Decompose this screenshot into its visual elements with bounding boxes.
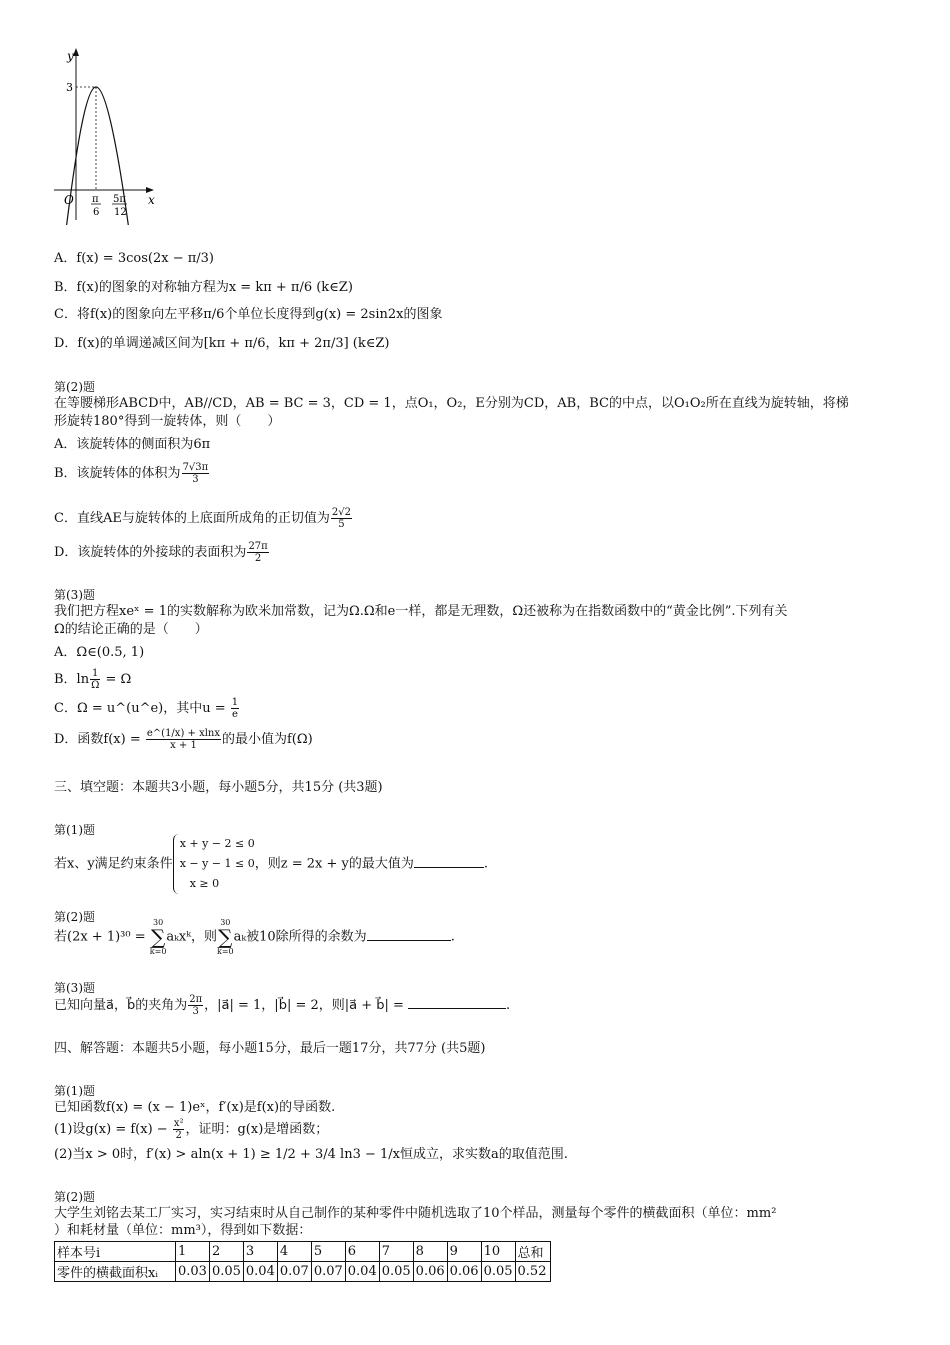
y-axis-arrow (73, 48, 79, 56)
x-tick1-num: π (92, 194, 99, 205)
table-cell: 0.07 (311, 1262, 345, 1282)
f2-answer-blank[interactable] (367, 928, 451, 941)
s1-header: 第(1)题 (54, 1084, 95, 1098)
q2-header: 第(2)题 (54, 380, 95, 394)
q2-option-d-fraction: $\frac{27\pi}{2}$ (248, 541, 268, 564)
x-tick1-den: 6 (93, 207, 100, 218)
table-cell: 0.52 (515, 1262, 550, 1282)
q3-stem-line1: 我们把方程xeˣ = 1的实数解称为欧米加常数，记为Ω.Ω和e一样，都是无理数，Ω还被称为在指数函数中的“黄金比例”.下列有关 (54, 604, 788, 619)
origin-label: O (64, 193, 74, 207)
table-cell: 0.05 (481, 1262, 515, 1282)
f3-answer-blank[interactable] (408, 996, 506, 1009)
f2-sum2: 30 ∑ k=0 (217, 918, 234, 956)
f3-header: 第(3)题 (54, 981, 95, 995)
s2-header: 第(2)题 (54, 1190, 95, 1204)
f2-header: 第(2)题 (54, 910, 95, 924)
q2-option-d-text: D．该旋转体的外接球的表面积为 (54, 545, 247, 560)
section3-heading: 三、填空题：本题共3小题，每小题5分，共15分 (共3题) (54, 780, 383, 795)
q3-option-b: B．ln $\frac{1}{\Omega}$ = Ω (54, 668, 132, 691)
f1-stem: 若x、y满足约束条件 x + y − 2 ≤ 0 x − y − 1 ≤ 0 x ≥ 0 ，则z = 2x + y的最大值为 . (54, 834, 488, 894)
table-cell: 3 (243, 1242, 277, 1262)
f1-answer-blank[interactable] (414, 855, 484, 868)
table-cell: 0.05 (209, 1262, 243, 1282)
s2-stem-line2: ）和耗材量（单位：mm³），得到如下数据： (54, 1223, 312, 1238)
q3-option-c: C．Ω = u^(u^e)，其中u = $\frac{1}{e}$ (54, 697, 239, 720)
q3-option-a: A．Ω∈(0.5, 1) (54, 645, 145, 660)
q2-option-c-text: C．直线AE与旋转体的上底面所成角的正切值为 (54, 511, 330, 526)
s1-part1: (1)设g(x) = f(x) − $\frac{\text{x²}}{2}$ ，证明：g(x)是增函数； (54, 1118, 329, 1141)
table-cell: 0.06 (447, 1262, 481, 1282)
table-cell: 7 (379, 1242, 413, 1262)
table-cell: 10 (481, 1242, 515, 1262)
s1-part1-fraction: $\frac{\text{x²}}{2}$ (173, 1118, 184, 1141)
q2-option-d (54, 541, 270, 564)
table-cell: 零件的横截面积xᵢ (55, 1262, 176, 1282)
q3-option-b-fraction: $\frac{1}{\Omega}$ (91, 668, 100, 691)
f1-header: 第(1)题 (54, 823, 95, 837)
s2-stem-line1: 大学生刘铭去某工厂实习，实习结束时从自己制作的某种零件中随机选取了10个样品，测量每个零件的横截面积（单位：mm² (54, 1206, 777, 1221)
f3-stem: 已知向量a⃗，b⃗的夹角为 $\frac{2\pi}{3}$ ，|a⃗| = 1，|b⃗| = 2，则|a⃗ + b⃗| = . (54, 994, 511, 1017)
table-cell: 0.04 (345, 1262, 379, 1282)
table-cell: 0.06 (413, 1262, 447, 1282)
s2-data-table (54, 1241, 551, 1282)
x-tick2-num: 5π (113, 194, 126, 205)
table-cell: 1 (176, 1242, 210, 1262)
q1-option-b: B．f(x)的图象的对称轴方程为x = kπ + π/6 (k∈Z) (54, 280, 353, 295)
table-cell: 8 (413, 1242, 447, 1262)
q3-header: 第(3)题 (54, 588, 95, 602)
table-cell: 0.04 (243, 1262, 277, 1282)
q2-option-b-fraction: $\frac{7√3\pi}{3}$ (182, 462, 209, 485)
table-row (55, 1242, 551, 1262)
q3-option-c-fraction: $\frac{1}{e}$ (231, 697, 239, 720)
table-cell: 2 (209, 1242, 243, 1262)
table-cell: 样本号i (55, 1242, 176, 1262)
q2-stem-line1: 在等腰梯形ABCD中，AB//CD，AB = BC = 3，CD = 1，点O₁，O₂，E分别为CD，AB，BC的中点，以O₁O₂所在直线为旋转轴，将梯 (54, 396, 849, 411)
f2-stem: 若(2x + 1)³⁰ = 30 ∑ k=0 aₖxᵏ，则 30 ∑ k=0 aₖ被10除所得的余数为 . (54, 918, 455, 956)
f2-sum1: 30 ∑ k=0 (149, 918, 167, 956)
q2-option-c (54, 507, 353, 530)
q2-option-b-text: B．该旋转体的体积为 (54, 466, 181, 481)
f3-fraction: $\frac{2\pi}{3}$ (189, 994, 203, 1017)
y-tick-label: 3 (66, 81, 73, 94)
s1-part2: (2)当x > 0时，f′(x) > aln(x + 1) ≥ 1/2 + 3/4 ln3 − 1/x恒成立，求实数a的取值范围. (54, 1147, 568, 1162)
f1-constraints: x + y − 2 ≤ 0 x − y − 1 ≤ 0 x ≥ 0 (173, 834, 255, 894)
q1-option-c: C．将f(x)的图象向左平移π/6个单位长度得到g(x) = 2sin2x的图象 (54, 307, 443, 322)
table-cell: 9 (447, 1242, 481, 1262)
s1-stem: 已知函数f(x) = (x − 1)eˣ，f′(x)是f(x)的导函数. (54, 1100, 336, 1115)
table-row (55, 1262, 551, 1282)
table-cell: 4 (277, 1242, 311, 1262)
q1-option-a: A．f(x) = 3cos(2x − π/3) (54, 251, 214, 266)
table-cell: 0.05 (379, 1262, 413, 1282)
x-tick2-den: 12 (114, 207, 127, 218)
q2-option-b (54, 462, 210, 485)
q3-stem-line2: Ω的结论正确的是（ ） (54, 622, 208, 637)
function-graph (50, 40, 170, 225)
y-axis-label: y (67, 49, 74, 63)
table-cell: 6 (345, 1242, 379, 1262)
table-cell: 0.07 (277, 1262, 311, 1282)
section4-heading: 四、解答题：本题共5小题，每小题15分，最后一题17分，共77分 (共5题) (54, 1041, 486, 1056)
table-cell: 5 (311, 1242, 345, 1262)
q3-option-d-fraction: $\frac{e\^{}(1/x) + xlnx}{x + 1}$ (146, 728, 220, 751)
q2-option-a: A．该旋转体的侧面积为6π (54, 437, 211, 452)
q2-option-c-fraction: $\frac{2√2}{5}$ (331, 507, 351, 530)
table-cell: 0.03 (176, 1262, 210, 1282)
table-cell: 总和 (515, 1242, 550, 1262)
q1-option-d: D．f(x)的单调递减区间为[kπ + π/6，kπ + 2π/3] (k∈Z) (54, 336, 390, 351)
q3-option-d: D．函数f(x) = $\frac{e\^{}(1/x) + xlnx}{x + 1}$ 的最小值为f(Ω) (54, 728, 313, 751)
x-axis-label: x (148, 193, 155, 207)
q2-stem-line2: 形旋转180°得到一旋转体，则（ ） (54, 414, 281, 429)
